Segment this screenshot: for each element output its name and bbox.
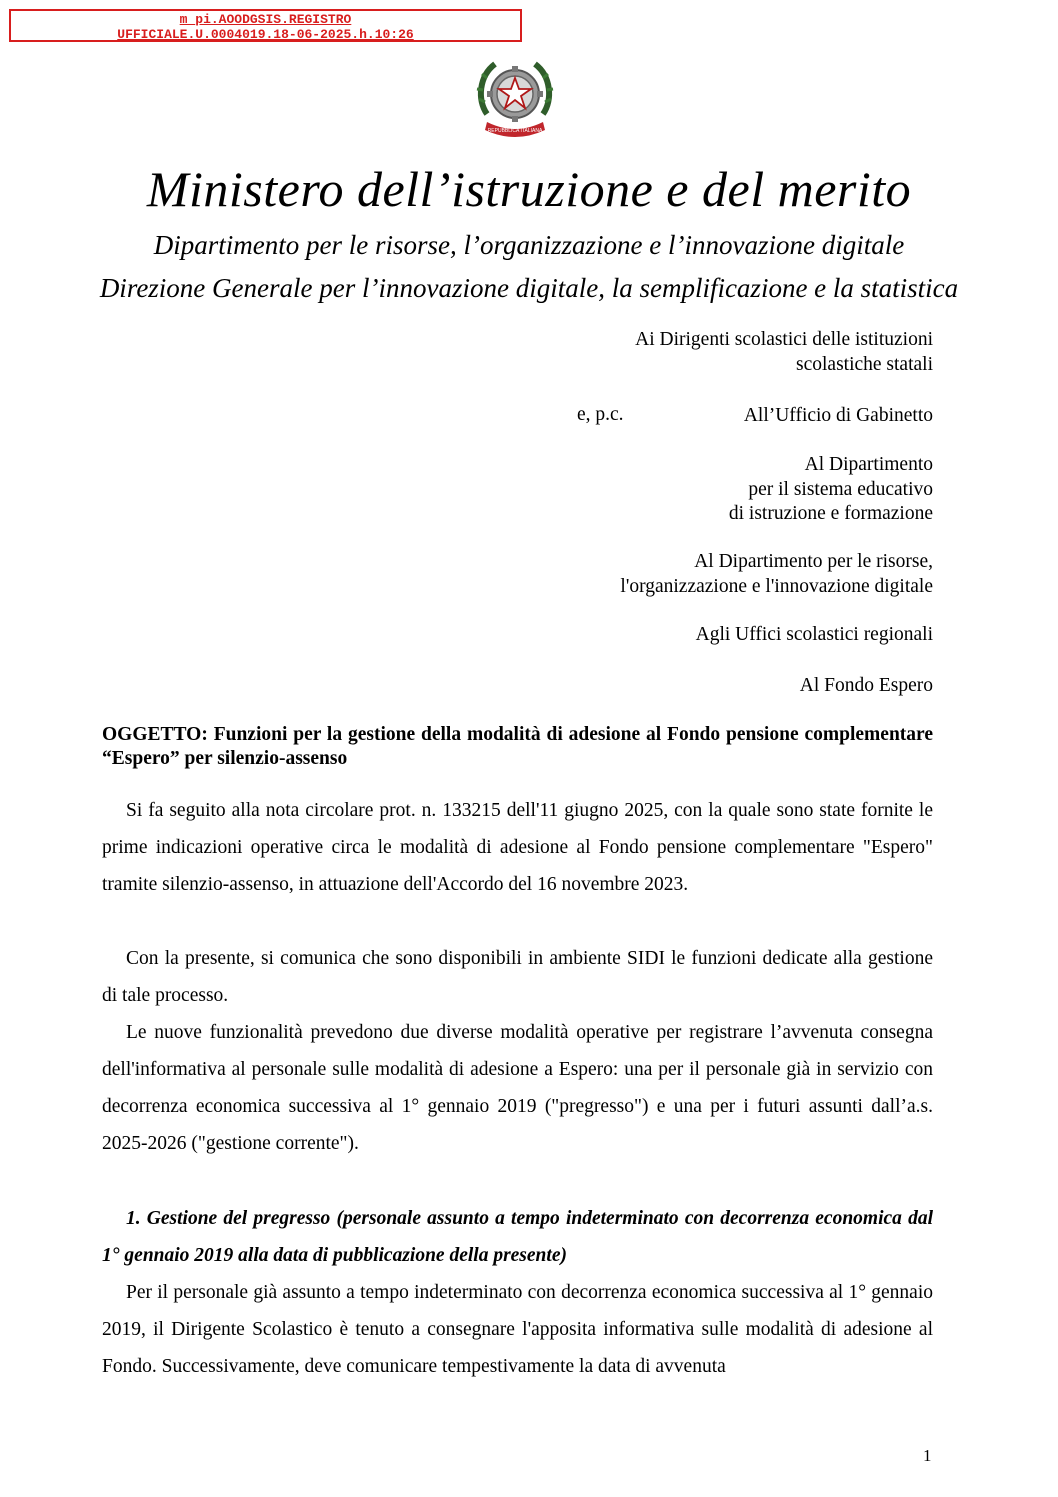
protocol-stamp — [9, 9, 522, 42]
protocol-stamp-line1: m_pi.AOODGSIS.REGISTRO — [179, 12, 352, 27]
recipient-cc2-line2: per il sistema educativo — [748, 478, 933, 500]
ministry-title: Ministero dell’istruzione e del merito — [146, 161, 912, 217]
emblem-ribbon-text: REPUBBLICA ITALIANA — [487, 128, 543, 134]
recipient-cc-usr: Agli Uffici scolastici regionali — [695, 624, 933, 645]
recipient-main — [635, 328, 933, 377]
recipient-cc-gabinetto: All’Ufficio di Gabinetto — [743, 405, 933, 426]
protocol-stamp-line2: UFFICIALE.U.0004019.18-06-2025.h.10:26 — [117, 27, 414, 42]
department-title: Dipartimento per le risorse, l’organizzazione e l’innovazione digitale — [153, 230, 905, 260]
letter-subject: OGGETTO: Funzioni per la gestione della modalità di adesione al Fondo pensione complementare “Espero” per silenzio-assenso — [102, 724, 933, 769]
recipient-cc3-line2: l'organizzazione e l'innovazione digitale — [620, 575, 933, 597]
directorate-title: Direzione Generale per l’innovazione digitale, la semplificazione e la statistica — [99, 273, 959, 303]
body-paragraph-1: Si fa seguito alla nota circolare prot. n. 133215 dell'11 giugno 2025, con la quale sono state fornite le prime indicazioni operative circa le modalità di adesione al Fondo pensione complementare "Espero" tramite silenzio-assenso, in attuazione dell'Accordo del 16 novembre 2023. — [102, 800, 933, 895]
republic-emblem-icon — [475, 52, 555, 138]
body-paragraph-3: Le nuove funzionalità prevedono due diverse modalità operative per registrare l’avvenuta consegna dell'informativa al personale sulle modalità di adesione a Espero: una per il personale già in servizio con decorrenza economica successiva al 1° gennaio 2019 ("pregresso") e una per i futuri assunti dall’a.s. 2025-2026 ("gestione corrente"). — [102, 1022, 933, 1154]
recipient-cc2-line3: di istruzione e formazione — [728, 503, 933, 524]
recipient-cc-dipartimento-istruzione — [729, 453, 933, 527]
recipient-main-line1: Ai Dirigenti scolastici delle istituzioni — [635, 329, 933, 350]
recipient-cc-fondo-espero: Al Fondo Espero — [799, 675, 933, 696]
body-paragraph-2: Con la presente, si comunica che sono disponibili in ambiente SIDI le funzioni dedicate alla gestione di tale processo. — [102, 948, 933, 1006]
body-paragraph-4: Per il personale già assunto a tempo indeterminato con decorrenza economica successiva al 1° gennaio 2019, il Dirigente Scolastico è tenuto a consegnare l'apposita informativa sulle modalità di adesione al Fondo. Successivamente, deve comunicare tempestivamente la data di avvenuta — [102, 1282, 933, 1377]
recipient-main-line2: scolastiche statali — [796, 353, 933, 375]
recipient-cc2-line1: Al Dipartimento — [804, 454, 933, 475]
cc-label: e, p.c. — [577, 404, 624, 425]
page-number: 1 — [923, 1446, 932, 1465]
recipient-cc3-line1: Al Dipartimento per le risorse, — [694, 551, 933, 572]
recipient-cc-dipartimento-risorse — [620, 550, 933, 599]
section-1-title: 1. Gestione del pregresso (personale assunto a tempo indeterminato con decorrenza economica dal 1° gennaio 2019 alla data di pubblicazione della presente) — [102, 1208, 933, 1266]
